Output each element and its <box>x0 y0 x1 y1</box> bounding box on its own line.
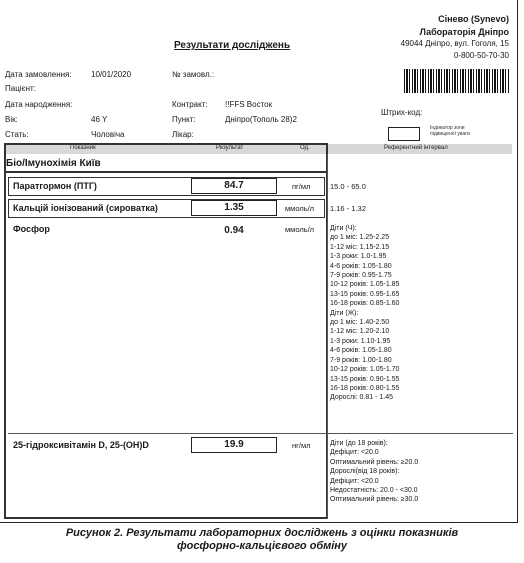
ref-line: Недостатність: 20.0 - <30.0 <box>330 487 418 495</box>
ref-line: до 1 міс: 1.40-2.50 <box>330 319 390 327</box>
unit-calcium: ммоль/л <box>285 204 315 213</box>
ref-line: Оптимальний рівень: ≥30.0 <box>330 496 419 504</box>
ref-line: Дефіцит: <20.0 <box>330 449 379 457</box>
ref-line: Дефіцит: <20.0 <box>330 477 379 485</box>
section-title: Біо/Імунохімія Київ <box>6 158 101 169</box>
ref-line: 1-3 роки: 1.0-1.95 <box>330 253 387 261</box>
ref-line: 16-18 років: 0.85-1.60 <box>330 300 400 308</box>
row-separator <box>8 433 513 434</box>
age-value: 46 Y <box>91 115 108 124</box>
value-pth: 84.7 <box>224 180 244 191</box>
ref-line: 1-12 міс: 1.20-2.10 <box>330 328 390 336</box>
ref-line: Діти (Ж): <box>330 309 359 317</box>
section-underline <box>6 171 326 173</box>
col-indicator: Показник <box>70 145 96 151</box>
ref-list-vitd <box>330 439 418 505</box>
ref-line: Діти (до 18 років): <box>330 440 388 447</box>
ref-line: 13-15 років: 0.95-1.65 <box>330 290 400 298</box>
ref-line: 4-6 років: 1.05-1.80 <box>330 347 392 355</box>
barcode-image <box>404 69 510 93</box>
ref-divider <box>327 154 328 519</box>
value-box-pth <box>191 178 277 194</box>
contractor-label: Контракт: <box>172 100 208 109</box>
ref-line: 7-9 років: 0.95-1.75 <box>330 272 392 280</box>
ref-line: 13-15 років: 0.90-1.55 <box>330 375 400 383</box>
ref-line: до 1 міс: 1.25-2.25 <box>330 234 390 242</box>
lab-brand: Сінево (Synevo) <box>438 14 509 24</box>
ref-line: 16-18 років: 0.80-1.55 <box>330 384 400 392</box>
value-box-calcium <box>191 200 277 216</box>
ref-line: Дорослі(від 18 років): <box>330 468 400 476</box>
lab-name: Лабораторія Дніпро <box>419 27 509 37</box>
doctor-label: Лікар: <box>172 130 194 139</box>
sex-label: Стать: <box>5 130 29 139</box>
value-vitd: 19.9 <box>224 439 244 450</box>
row-name-phosphorus: Фосфор <box>13 224 50 234</box>
row-name-calcium: Кальцій іонізований (сироватка) <box>13 203 158 213</box>
value-phosphorus: 0.94 <box>224 225 244 236</box>
point-label: Пункт: <box>172 115 196 124</box>
ref-list-phosphorus <box>330 224 399 403</box>
value-box-vitd <box>191 437 277 453</box>
dob-label: Дата народження: <box>5 100 73 109</box>
ref-line: Діти (Ч): <box>330 225 357 232</box>
figure-caption <box>0 527 524 553</box>
zone-indicator-note: Індикатор зони підвищеної уваги <box>430 125 470 137</box>
report-title: Результати досліджень <box>174 40 291 51</box>
lab-phone: 0-800-50-70-30 <box>453 51 509 60</box>
col-result: Результат <box>216 145 244 151</box>
value-calcium: 1.35 <box>224 202 244 213</box>
order-date-label: Дата замовлення: <box>5 70 72 79</box>
caption-line-2: фосфорно-кальцієвого обміну <box>176 540 348 552</box>
col-reference: Референтний інтервал <box>384 145 448 151</box>
order-no-label: № замовл.: <box>172 70 215 79</box>
ref-pth: 15.0 - 65.0 <box>330 182 366 191</box>
lab-address: 49044 Дніпро, вул. Гоголя, 15 <box>400 39 509 48</box>
barcode-label: Штрих-код: <box>381 108 423 117</box>
unit-vitd: нг/мл <box>292 441 311 450</box>
unit-pth: пг/мл <box>292 182 311 191</box>
ref-line: 4-6 років: 1.05-1.80 <box>330 262 392 270</box>
order-date-value: 10/01/2020 <box>91 70 132 79</box>
col-unit: Од. <box>300 145 310 151</box>
ref-line: 1-3 роки: 1.10-1.95 <box>330 337 391 345</box>
unit-phosphorus: ммоль/л <box>285 225 315 234</box>
sex-value: Чоловіча <box>91 130 125 139</box>
barcode-box <box>388 127 420 141</box>
ref-line: 1-12 міс: 1.15-2.15 <box>330 243 390 251</box>
row-name-pth: Паратгормон (ПТГ) <box>13 181 97 191</box>
ref-line: Дорослі: 0.81 - 1.45 <box>330 394 393 402</box>
caption-line-1: Рисунок 2. Результати лабораторних досліджень з оцінки показників <box>65 527 459 539</box>
row-name-vitd: 25-гідроксивітамін D, 25-(OH)D <box>13 440 149 450</box>
ref-calcium: 1.16 - 1.32 <box>330 204 366 213</box>
ref-line: Оптимальний рівень: ≥20.0 <box>330 458 419 466</box>
patient-label: Пацієнт: <box>5 84 36 93</box>
ref-line: 10-12 років: 1.05-1.70 <box>330 366 400 374</box>
ref-line: 7-9 років: 1.00-1.80 <box>330 356 392 364</box>
contractor-value: !!FFS Восток <box>225 100 273 109</box>
ref-line: 10-12 років: 1.05-1.85 <box>330 281 400 289</box>
age-label: Вік: <box>5 115 18 124</box>
point-value: Дніпро(Тополь 28)2 <box>225 115 297 124</box>
